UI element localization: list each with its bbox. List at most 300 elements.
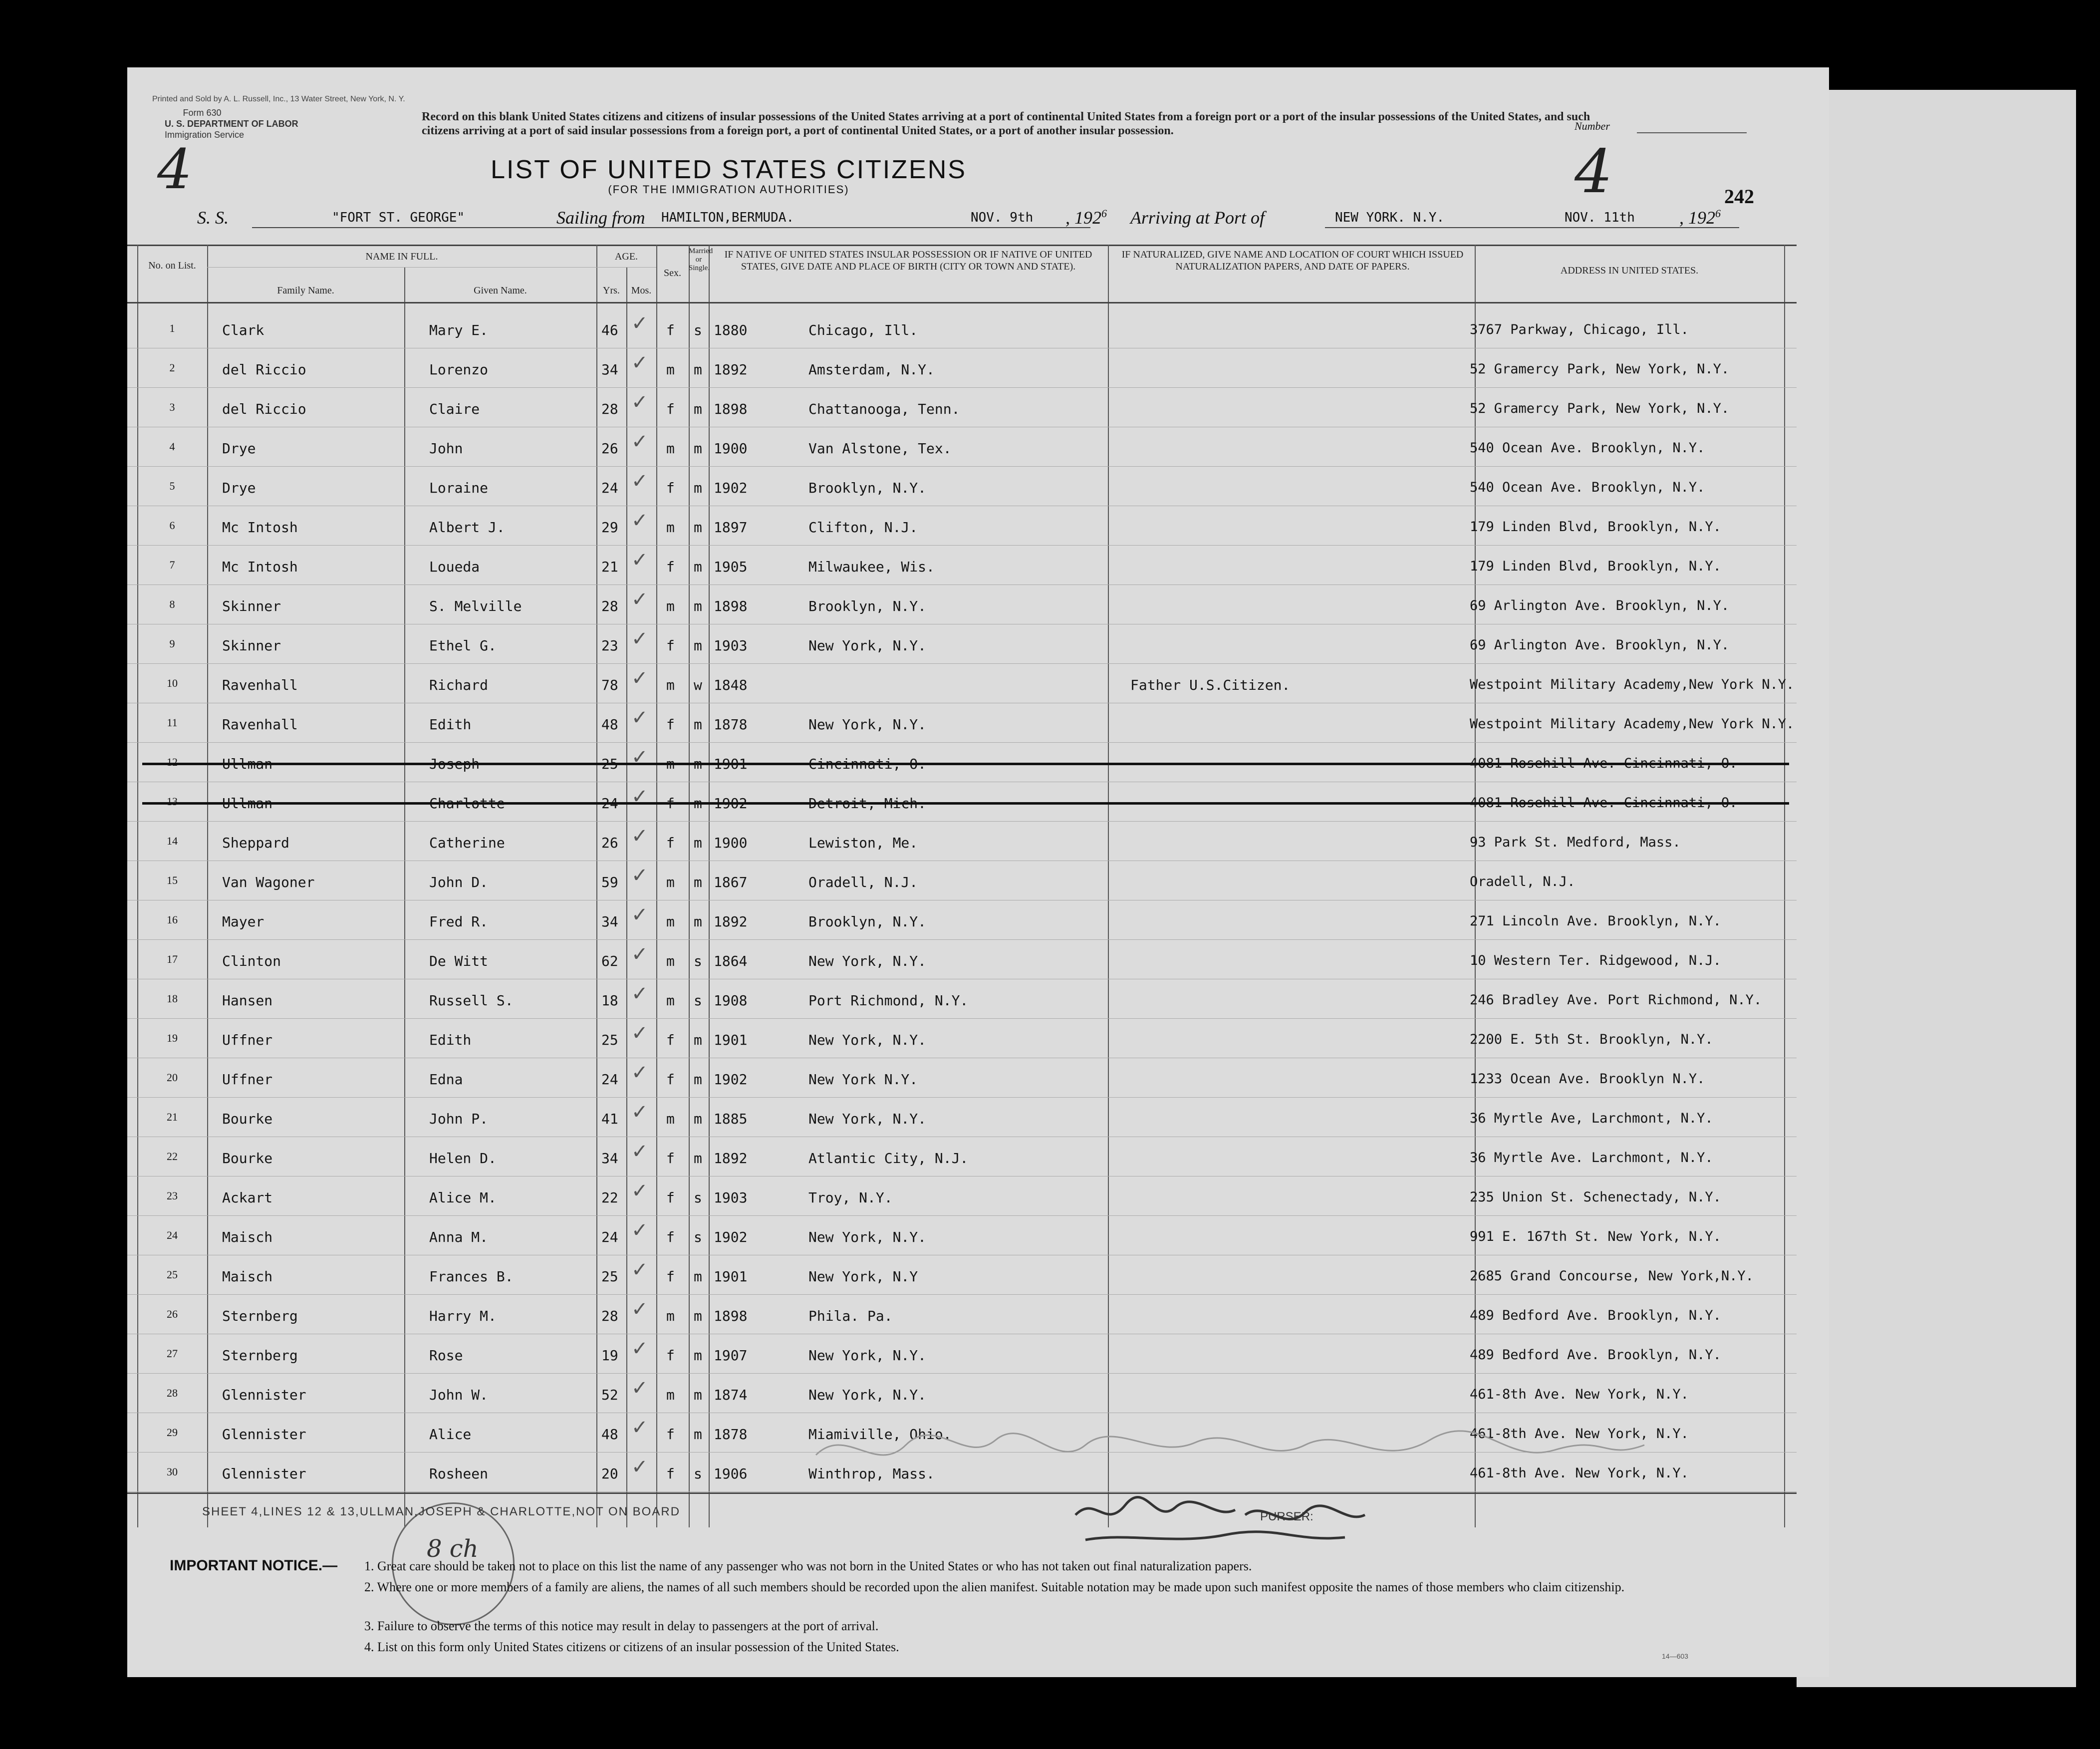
marital-status-cell: m xyxy=(694,795,702,812)
family-name-cell: Skinner xyxy=(222,598,281,614)
marital-status-cell: s xyxy=(694,1465,702,1482)
row-rule xyxy=(127,584,1797,585)
address-cell: 179 Linden Blvd, Brooklyn, N.Y. xyxy=(1470,519,1721,535)
address-cell: 3767 Parkway, Chicago, Ill. xyxy=(1470,322,1689,337)
marital-status-cell: m xyxy=(694,1308,702,1324)
address-cell: 1233 Ocean Ave. Brooklyn N.Y. xyxy=(1470,1071,1705,1087)
address-cell: 461-8th Ave. New York, N.Y. xyxy=(1470,1465,1689,1481)
sex-cell: f xyxy=(666,1426,675,1443)
row-number: 4 xyxy=(169,440,175,453)
given-name-cell: Lorenzo xyxy=(429,361,489,378)
marital-status-cell: m xyxy=(694,440,702,457)
col-rule xyxy=(709,245,710,1527)
birth-place-cell: Winthrop, Mass. xyxy=(808,1465,935,1482)
notice-item: 2. Where one or more members of a family are aliens, the names of all such members should be recorded upon the alien manifest. Suitable notation may be made upon such manifest opposite the names of those members who claim citizenship. xyxy=(364,1580,1625,1594)
birth-place-cell: New York, N.Y xyxy=(808,1268,918,1285)
marital-status-cell: m xyxy=(694,1347,702,1364)
given-name-cell: Charlotte xyxy=(429,795,505,812)
tally-check-icon: ✓ xyxy=(631,391,648,414)
age-cell: 28 xyxy=(601,1308,618,1324)
age-cell: 22 xyxy=(601,1189,618,1206)
birth-place-cell: Miamiville, Ohio. xyxy=(808,1426,952,1443)
age-cell: 28 xyxy=(601,598,618,614)
address-cell: Westpoint Military Academy,New York N.Y. xyxy=(1470,716,1795,732)
family-name-cell: Ullman xyxy=(222,795,273,812)
age-cell: 25 xyxy=(601,1032,618,1048)
tally-check-icon: ✓ xyxy=(631,549,648,572)
col-rule xyxy=(404,267,405,1527)
header-birth: IF NATIVE OF UNITED STATES INSULAR POSSESSION OR IF NATIVE OF UNITED STATES, GIVE DATE AND PLACE OF BIRTH (CITY OR TOWN AND STATE). xyxy=(724,249,1092,272)
sex-cell: f xyxy=(666,637,675,654)
birth-year-cell: 1901 xyxy=(714,756,748,772)
age-cell: 24 xyxy=(601,795,618,812)
ss-label: S. S. xyxy=(197,208,229,228)
row-number: 8 xyxy=(169,598,175,610)
notice-item: 1. Great care should be taken not to place on this list the name of any passenger who was not born in the United States or who has not taken out final naturalization papers. xyxy=(364,1559,1252,1573)
sex-cell: m xyxy=(666,361,675,378)
given-name-cell: S. Melville xyxy=(429,598,522,614)
address-cell: 69 Arlington Ave. Brooklyn, N.Y. xyxy=(1470,598,1730,613)
sex-cell: f xyxy=(666,716,675,733)
given-name-cell: Edna xyxy=(429,1071,463,1088)
marital-status-cell: s xyxy=(694,1189,702,1206)
col-rule xyxy=(1784,245,1785,1527)
sex-cell: m xyxy=(666,992,675,1009)
tally-check-icon: ✓ xyxy=(631,1179,648,1202)
row-number: 5 xyxy=(169,480,175,492)
row-number: 22 xyxy=(167,1150,178,1163)
form-number: Form 630 xyxy=(183,108,222,118)
row-number: 11 xyxy=(167,716,178,729)
birth-place-cell: New York N.Y. xyxy=(808,1071,918,1088)
marital-status-cell: m xyxy=(694,874,702,890)
row-rule xyxy=(127,545,1797,546)
address-cell: 179 Linden Blvd, Brooklyn, N.Y. xyxy=(1470,559,1721,574)
given-name-cell: Loraine xyxy=(429,480,489,496)
family-name-cell: Glennister xyxy=(222,1426,306,1443)
address-cell: 271 Lincoln Ave. Brooklyn, N.Y. xyxy=(1470,913,1721,929)
header-mos: Mos. xyxy=(631,285,652,296)
age-cell: 18 xyxy=(601,992,618,1009)
marital-status-cell: m xyxy=(694,1387,702,1403)
underlying-page xyxy=(1797,90,2076,1687)
row-rule xyxy=(127,1097,1797,1098)
tally-check-icon: ✓ xyxy=(631,312,648,335)
age-cell: 28 xyxy=(601,401,618,417)
family-name-cell: Ackart xyxy=(222,1189,273,1206)
col-rule xyxy=(656,245,657,1527)
row-number: 21 xyxy=(167,1111,178,1123)
sex-cell: f xyxy=(666,1268,675,1285)
marital-status-cell: m xyxy=(694,361,702,378)
name-header-rule xyxy=(207,267,596,268)
birth-year-cell: 1903 xyxy=(714,1189,748,1206)
sex-cell: f xyxy=(666,559,675,575)
birth-place-cell: Port Richmond, N.Y. xyxy=(808,992,969,1009)
purser-signature xyxy=(1065,1485,1415,1555)
tally-check-icon: ✓ xyxy=(631,1101,648,1124)
tally-check-icon: ✓ xyxy=(631,903,648,926)
birth-year-cell: 1902 xyxy=(714,1071,748,1088)
birth-place-cell: Amsterdam, N.Y. xyxy=(808,361,935,378)
age-cell: 41 xyxy=(601,1111,618,1127)
family-name-cell: Sternberg xyxy=(222,1347,298,1364)
family-name-cell: Maisch xyxy=(222,1229,273,1245)
marital-status-cell: m xyxy=(694,598,702,614)
row-rule xyxy=(127,1215,1797,1216)
address-cell: 36 Myrtle Ave, Larchmont, N.Y. xyxy=(1470,1111,1713,1126)
given-name-cell: Loueda xyxy=(429,559,480,575)
birth-year-cell: 1897 xyxy=(714,519,748,536)
sex-cell: f xyxy=(666,1032,675,1048)
birth-year-cell: 1905 xyxy=(714,559,748,575)
ship-name: "FORT ST. GEORGE" xyxy=(332,210,465,225)
tally-check-icon: ✓ xyxy=(631,667,648,690)
birth-year-cell: 1902 xyxy=(714,1229,748,1245)
row-number: 9 xyxy=(169,637,175,650)
address-cell: 10 Western Ter. Ridgewood, N.J. xyxy=(1470,953,1721,968)
address-cell: Oradell, N.J. xyxy=(1470,874,1575,889)
marital-status-cell: s xyxy=(694,1229,702,1245)
sex-cell: m xyxy=(666,913,675,930)
row-number: 15 xyxy=(167,874,178,886)
address-cell: 235 Union St. Schenectady, N.Y. xyxy=(1470,1189,1721,1205)
tally-check-icon: ✓ xyxy=(631,746,648,769)
tally-check-icon: ✓ xyxy=(631,1258,648,1281)
address-cell: 2685 Grand Concourse, New York,N.Y. xyxy=(1470,1268,1754,1284)
row-number: 23 xyxy=(167,1189,178,1202)
given-name-cell: Rosheen xyxy=(429,1465,489,1482)
tally-check-icon: ✓ xyxy=(631,1061,648,1084)
strike-through-line xyxy=(142,763,1789,765)
birth-year-cell: 1898 xyxy=(714,401,748,417)
age-cell: 24 xyxy=(601,1229,618,1245)
sex-cell: m xyxy=(666,953,675,969)
age-cell: 29 xyxy=(601,519,618,536)
family-name-cell: Sternberg xyxy=(222,1308,298,1324)
sailing-from-label: Sailing from xyxy=(556,208,645,228)
row-rule xyxy=(127,939,1797,940)
number-label: Number xyxy=(1575,120,1610,132)
faint-handwriting xyxy=(806,1415,1654,1490)
tally-check-icon: ✓ xyxy=(631,588,648,611)
given-name-cell: Alice M. xyxy=(429,1189,497,1206)
sex-cell: f xyxy=(666,322,675,338)
notice-item: 3. Failure to observe the terms of this notice may result in delay to passengers at the port of arrival. xyxy=(364,1619,879,1633)
family-name-cell: Clark xyxy=(222,322,264,338)
address-cell: 69 Arlington Ave. Brooklyn, N.Y. xyxy=(1470,637,1730,653)
marital-status-cell: m xyxy=(694,1150,702,1166)
given-name-cell: Russell S. xyxy=(429,992,514,1009)
col-rule xyxy=(207,245,208,1527)
header-address: ADDRESS IN UNITED STATES. xyxy=(1560,265,1699,276)
marital-status-cell: s xyxy=(694,992,702,1009)
family-name-cell: Mayer xyxy=(222,913,264,930)
birth-place-cell: New York, N.Y. xyxy=(808,1111,927,1127)
tally-check-icon: ✓ xyxy=(631,943,648,966)
address-cell: 540 Ocean Ave. Brooklyn, N.Y. xyxy=(1470,440,1705,456)
age-cell: 24 xyxy=(601,1071,618,1088)
sex-cell: f xyxy=(666,401,675,417)
birth-place-cell: Van Alstone, Tex. xyxy=(808,440,952,457)
marital-status-cell: s xyxy=(694,322,702,338)
family-name-cell: Uffner xyxy=(222,1071,273,1088)
birth-year-cell: 1902 xyxy=(714,795,748,812)
age-cell: 19 xyxy=(601,1347,618,1364)
birth-year-cell: 1878 xyxy=(714,1426,748,1443)
age-cell: 26 xyxy=(601,835,618,851)
age-cell: 24 xyxy=(601,480,618,496)
form-block xyxy=(165,107,298,140)
given-name-cell: Edith xyxy=(429,1032,472,1048)
birth-place-cell: New York, N.Y. xyxy=(808,1347,927,1364)
birth-year-cell: 1908 xyxy=(714,992,748,1009)
address-cell: 540 Ocean Ave. Brooklyn, N.Y. xyxy=(1470,480,1705,495)
birth-year-cell: 1892 xyxy=(714,1150,748,1166)
passenger-table xyxy=(127,245,1797,1527)
family-name-cell: Ullman xyxy=(222,756,273,772)
col-rule xyxy=(1108,245,1109,1527)
age-cell: 48 xyxy=(601,1426,618,1443)
family-name-cell: Drye xyxy=(222,480,256,496)
row-number: 26 xyxy=(167,1308,178,1320)
birth-place-cell: New York, N.Y. xyxy=(808,1229,927,1245)
sex-cell: m xyxy=(666,874,675,890)
naturalization-cell: Father U.S.Citizen. xyxy=(1130,677,1291,693)
header-naturalized: IF NATURALIZED, GIVE NAME AND LOCATION OF COURT WHICH ISSUED NATURALIZATION PAPERS, AND DATE OF PAPERS. xyxy=(1121,249,1464,272)
birth-year-cell: 1898 xyxy=(714,1308,748,1324)
sex-cell: f xyxy=(666,835,675,851)
row-number: 17 xyxy=(167,953,178,965)
sex-cell: f xyxy=(666,1071,675,1088)
row-number: 29 xyxy=(167,1426,178,1439)
notice-title: IMPORTANT NOTICE.— xyxy=(170,1557,338,1574)
age-cell: 25 xyxy=(601,756,618,772)
birth-place-cell: New York, N.Y. xyxy=(808,637,927,654)
birth-year-cell: 1874 xyxy=(714,1387,748,1403)
age-cell: 59 xyxy=(601,874,618,890)
given-name-cell: De Witt xyxy=(429,953,489,969)
tally-check-icon: ✓ xyxy=(631,509,648,532)
header-no-on-list: No. on List. xyxy=(148,260,196,271)
age-cell: 52 xyxy=(601,1387,618,1403)
page-title: LIST OF UNITED STATES CITIZENS xyxy=(491,155,967,184)
birth-year-cell: 1885 xyxy=(714,1111,748,1127)
birth-place-cell: New York, N.Y. xyxy=(808,1032,927,1048)
row-number: 16 xyxy=(167,913,178,926)
marital-status-cell: m xyxy=(694,559,702,575)
service: Immigration Service xyxy=(165,130,245,140)
marital-status-cell: m xyxy=(694,716,702,733)
birth-place-cell: Phila. Pa. xyxy=(808,1308,893,1324)
age-cell: 34 xyxy=(601,913,618,930)
age-cell: 34 xyxy=(601,361,618,378)
address-cell: 489 Bedford Ave. Brooklyn, N.Y. xyxy=(1470,1347,1721,1363)
marital-status-cell: m xyxy=(694,756,702,772)
sex-cell: f xyxy=(666,795,675,812)
sex-cell: f xyxy=(666,1150,675,1166)
depart-date: NOV. 9th xyxy=(971,210,1034,225)
row-number: 18 xyxy=(167,992,178,1005)
row-number: 19 xyxy=(167,1032,178,1044)
tally-check-icon: ✓ xyxy=(631,706,648,729)
birth-year-cell: 1902 xyxy=(714,480,748,496)
age-cell: 26 xyxy=(601,440,618,457)
age-cell: 46 xyxy=(601,322,618,338)
department: U. S. DEPARTMENT OF LABOR xyxy=(165,119,298,129)
row-number: 7 xyxy=(169,559,175,571)
birth-year-cell: 1901 xyxy=(714,1268,748,1285)
tally-check-icon: ✓ xyxy=(631,1377,648,1400)
marital-status-cell: w xyxy=(694,677,702,693)
birth-place-cell: Detroit, Mich. xyxy=(808,795,927,812)
family-name-cell: Glennister xyxy=(222,1387,306,1403)
address-cell: 991 E. 167th St. New York, N.Y. xyxy=(1470,1229,1721,1244)
address-cell: 4081 Rosehill Ave. Cincinnati, O. xyxy=(1470,756,1738,771)
sex-cell: m xyxy=(666,1308,675,1324)
birth-year-cell: 1898 xyxy=(714,598,748,614)
from-port: HAMILTON,BERMUDA. xyxy=(661,210,794,225)
marital-status-cell: m xyxy=(694,401,702,417)
tally-check-icon: ✓ xyxy=(631,470,648,493)
tally-check-icon: ✓ xyxy=(631,627,648,650)
row-number: 24 xyxy=(167,1229,178,1241)
tally-check-icon: ✓ xyxy=(631,864,648,887)
birth-place-cell: New York, N.Y. xyxy=(808,953,927,969)
given-name-cell: Anna M. xyxy=(429,1229,489,1245)
tally-check-icon: ✓ xyxy=(631,351,648,374)
footer-rule xyxy=(127,1492,1797,1494)
given-name-cell: Richard xyxy=(429,677,489,693)
age-cell: 34 xyxy=(601,1150,618,1166)
from-underline xyxy=(656,227,1090,228)
birth-place-cell: Chattanooga, Tenn. xyxy=(808,401,960,417)
row-rule xyxy=(127,1373,1797,1374)
given-name-cell: Mary E. xyxy=(429,322,489,338)
given-name-cell: John xyxy=(429,440,463,457)
tally-check-icon: ✓ xyxy=(631,1219,648,1242)
given-name-cell: Frances B. xyxy=(429,1268,514,1285)
family-name-cell: Bourke xyxy=(222,1111,273,1127)
marital-status-cell: m xyxy=(694,1111,702,1127)
family-name-cell: Uffner xyxy=(222,1032,273,1048)
col-rule xyxy=(689,245,690,1527)
row-rule xyxy=(127,1294,1797,1295)
given-name-cell: Joseph xyxy=(429,756,480,772)
row-rule xyxy=(127,821,1797,822)
address-cell: 246 Bradley Ave. Port Richmond, N.Y. xyxy=(1470,992,1762,1008)
address-cell: 461-8th Ave. New York, N.Y. xyxy=(1470,1387,1689,1402)
family-name-cell: Drye xyxy=(222,440,256,457)
family-name-cell: Ravenhall xyxy=(222,677,298,693)
given-name-cell: John D. xyxy=(429,874,489,890)
marital-status-cell: m xyxy=(694,913,702,930)
birth-place-cell: New York, N.Y. xyxy=(808,716,927,733)
header-yrs: Yrs. xyxy=(603,285,620,296)
age-cell: 48 xyxy=(601,716,618,733)
given-name-cell: Ethel G. xyxy=(429,637,497,654)
arriving-label: Arriving at Port of xyxy=(1130,208,1265,228)
birth-place-cell: New York, N.Y. xyxy=(808,1387,927,1403)
handwritten-mark-right: 4 xyxy=(1575,137,1613,207)
family-name-cell: Glennister xyxy=(222,1465,306,1482)
form-code: 14—603 xyxy=(1662,1652,1688,1660)
marital-status-cell: m xyxy=(694,835,702,851)
birth-year-cell: 1903 xyxy=(714,637,748,654)
birth-year-cell: 1900 xyxy=(714,440,748,457)
row-number: 12 xyxy=(167,756,178,768)
birth-place-cell: Brooklyn, N.Y. xyxy=(808,598,927,614)
marital-status-cell: m xyxy=(694,637,702,654)
header-bottom-rule xyxy=(127,302,1797,303)
col-rule xyxy=(626,267,627,1527)
arrival-date: NOV. 11th xyxy=(1565,210,1635,225)
family-name-cell: Clinton xyxy=(222,953,281,969)
given-name-cell: Rose xyxy=(429,1347,463,1364)
header-married-single: Married or Single. xyxy=(689,247,713,272)
birth-place-cell: Brooklyn, N.Y. xyxy=(808,480,927,496)
handwritten-mark-left: 4 xyxy=(157,137,192,201)
sex-cell: f xyxy=(666,1229,675,1245)
address-cell: 52 Gramercy Park, New York, N.Y. xyxy=(1470,401,1730,416)
birth-year-cell: 1907 xyxy=(714,1347,748,1364)
marital-status-cell: s xyxy=(694,953,702,969)
marital-status-cell: m xyxy=(694,480,702,496)
sex-cell: m xyxy=(666,756,675,772)
row-rule xyxy=(127,1018,1797,1019)
address-cell: 461-8th Ave. New York, N.Y. xyxy=(1470,1426,1689,1442)
marital-status-cell: m xyxy=(694,519,702,536)
page-subtitle: (FOR THE IMMIGRATION AUTHORITIES) xyxy=(608,183,849,196)
tally-check-icon: ✓ xyxy=(631,1456,648,1478)
age-cell: 23 xyxy=(601,637,618,654)
row-number: 27 xyxy=(167,1347,178,1360)
birth-year-cell: 1892 xyxy=(714,913,748,930)
printer-line: Printed and Sold by A. L. Russell, Inc., 13 Water Street, New York, N. Y. xyxy=(152,95,405,103)
marital-status-cell: m xyxy=(694,1071,702,1088)
given-name-cell: Edith xyxy=(429,716,472,733)
birth-year-cell: 1878 xyxy=(714,716,748,733)
row-number: 10 xyxy=(167,677,178,689)
arrival-port: NEW YORK. N.Y. xyxy=(1335,210,1445,225)
given-name-cell: Albert J. xyxy=(429,519,505,536)
sex-cell: f xyxy=(666,1465,675,1482)
age-cell: 20 xyxy=(601,1465,618,1482)
family-name-cell: del Riccio xyxy=(222,361,306,378)
sex-cell: m xyxy=(666,440,675,457)
age-cell: 25 xyxy=(601,1268,618,1285)
sex-cell: f xyxy=(666,1189,675,1206)
birth-year-cell: 1880 xyxy=(714,322,748,338)
sex-cell: m xyxy=(666,519,675,536)
marital-status-cell: m xyxy=(694,1032,702,1048)
given-name-cell: Catherine xyxy=(429,835,505,851)
given-name-cell: Fred R. xyxy=(429,913,489,930)
birth-year-cell: 1867 xyxy=(714,874,748,890)
age-header-rule xyxy=(596,267,656,268)
row-rule xyxy=(127,663,1797,664)
birth-year-cell: 1892 xyxy=(714,361,748,378)
birth-place-cell: Brooklyn, N.Y. xyxy=(808,913,927,930)
row-number: 3 xyxy=(169,401,175,413)
depart-year: , $192^6$ xyxy=(1065,207,1107,228)
tally-check-icon: ✓ xyxy=(631,430,648,453)
row-rule xyxy=(127,387,1797,388)
col-rule xyxy=(596,245,597,1527)
tally-check-icon: ✓ xyxy=(631,982,648,1005)
birth-year-cell: 1900 xyxy=(714,835,748,851)
birth-place-cell: Clifton, N.J. xyxy=(808,519,918,536)
